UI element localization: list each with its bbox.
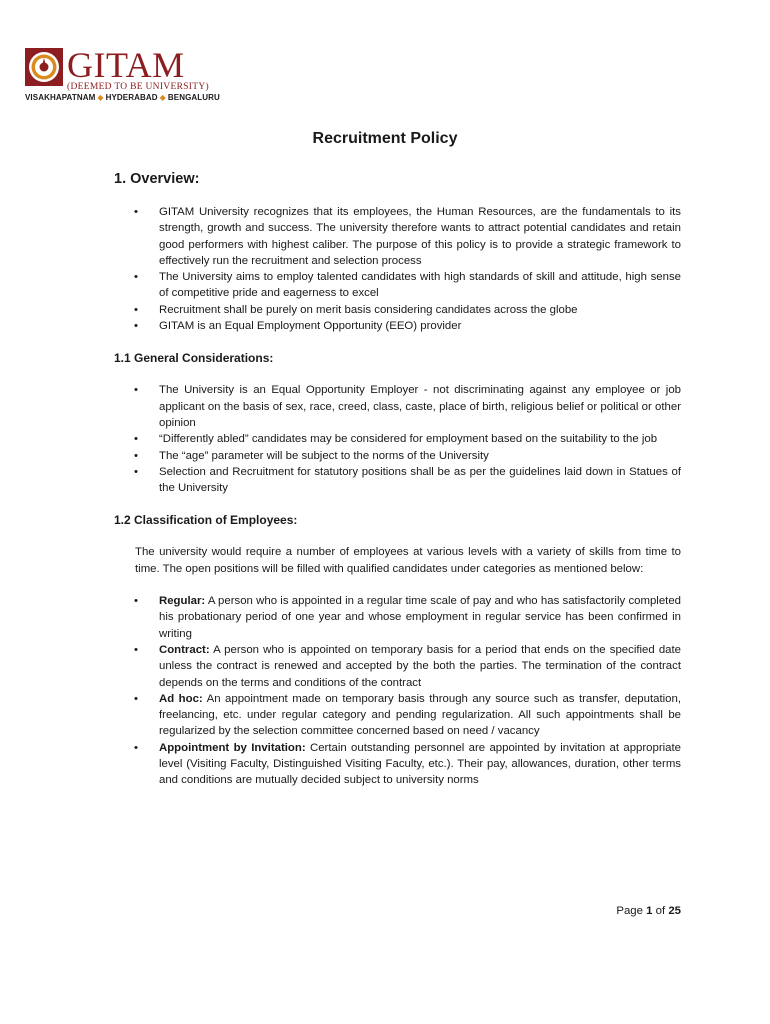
brand-name: GITAM xyxy=(67,45,185,85)
list-item: • “Differently abled” candidates may be considered for employment based on the suitability to the job xyxy=(114,431,681,447)
document-title: Recruitment Policy xyxy=(312,130,458,147)
list-item xyxy=(114,642,681,691)
classification-heading: 1.2 Classification of Employees: xyxy=(114,513,298,528)
document-body xyxy=(114,170,681,789)
campus-bengaluru: BENGALURU xyxy=(167,93,220,102)
deemed-university-label: (DEEMED TO BE UNIVERSITY) xyxy=(67,82,209,92)
classification-intro: The university would require a number of employees at various levels with a variety of skills from time to time. The open positions will be filled with qualified candidates under categories as mentioned below: xyxy=(135,546,681,575)
classification-list xyxy=(114,593,681,789)
category-term: Ad hoc: xyxy=(159,692,203,705)
page-label: Page xyxy=(616,905,643,917)
list-item: • The University is an Equal Opportunity Employer - not discriminating against any employee or job applicant on the basis of sex, race, creed, class, caste, place of birth, religious belief or political or other opinion xyxy=(114,382,681,431)
list-item: • GITAM University recognizes that its employees, the Human Resources, are the fundamentals to its strength, growth and success. The university therefore wants to attract potential candidates and retain good performers with highest caliber. The purpose of this policy is to provide a strategic framework to effectively run the recruitment and selection process xyxy=(114,204,681,269)
list-item: • The University aims to employ talented candidates with high standards of skill and attitude, high sense of competitive pride and eagerness to excel xyxy=(114,269,681,302)
total-pages: 25 xyxy=(668,905,681,917)
list-item: • GITAM is an Equal Employment Opportunity (EEO) provider xyxy=(114,318,681,334)
campus-hyderabad: HYDERABAD xyxy=(105,93,158,102)
overview-list xyxy=(114,204,681,334)
campus-list xyxy=(25,93,220,102)
gitam-logo xyxy=(25,45,220,104)
category-description: Certain outstanding personnel are appointed by invitation at appropriate level (Visiting Faculty, Distinguished Visiting Faculty, etc.). Their pay, allowances, duration, other terms and conditions are mutually decided subject to university norms xyxy=(159,741,681,787)
separator-icon: ◆ xyxy=(159,93,166,102)
campus-visakhapatnam: VISAKHAPATNAM xyxy=(25,93,96,102)
category-description: An appointment made on temporary basis through any source such as transfer, deputation, freelancing, etc. under regular category and pending regularization. All such appointments shall be regularized by the selection committee concerned based on need / vacancy xyxy=(159,692,681,738)
separator-icon: ◆ xyxy=(97,93,104,102)
overview-heading: 1. Overview: xyxy=(114,171,200,187)
category-term: Contract: xyxy=(159,643,210,656)
of-label: of xyxy=(655,905,666,917)
category-description: A person who is appointed in a regular time scale of pay and who has satisfactorily completed his probationary period of one year and whose employment in regular service has been confirmed in writing xyxy=(159,595,681,640)
category-term: Appointment by Invitation: xyxy=(159,741,306,754)
list-item: • The “age” parameter will be subject to the norms of the University xyxy=(114,448,681,464)
category-term: Regular: xyxy=(159,595,206,608)
list-item xyxy=(114,593,681,642)
page-number-footer xyxy=(0,905,681,917)
general-considerations-heading: 1.1 General Considerations: xyxy=(114,351,274,366)
list-item: • Recruitment shall be purely on merit basis considering candidates across the globe xyxy=(114,302,681,318)
list-item xyxy=(114,740,681,789)
list-item xyxy=(114,691,681,740)
university-seal-icon xyxy=(25,48,63,86)
category-description: A person who is appointed on temporary basis for a period that ends on the specified date unless the contract is renewed and accepted by the both the parties. The termination of the contract depends on the terms and conditions of the contract xyxy=(159,643,681,689)
list-item: • Selection and Recruitment for statutory positions shall be as per the guidelines laid down in Statues of the University xyxy=(114,464,681,497)
general-considerations-list xyxy=(114,382,681,496)
current-page: 1 xyxy=(646,905,653,917)
